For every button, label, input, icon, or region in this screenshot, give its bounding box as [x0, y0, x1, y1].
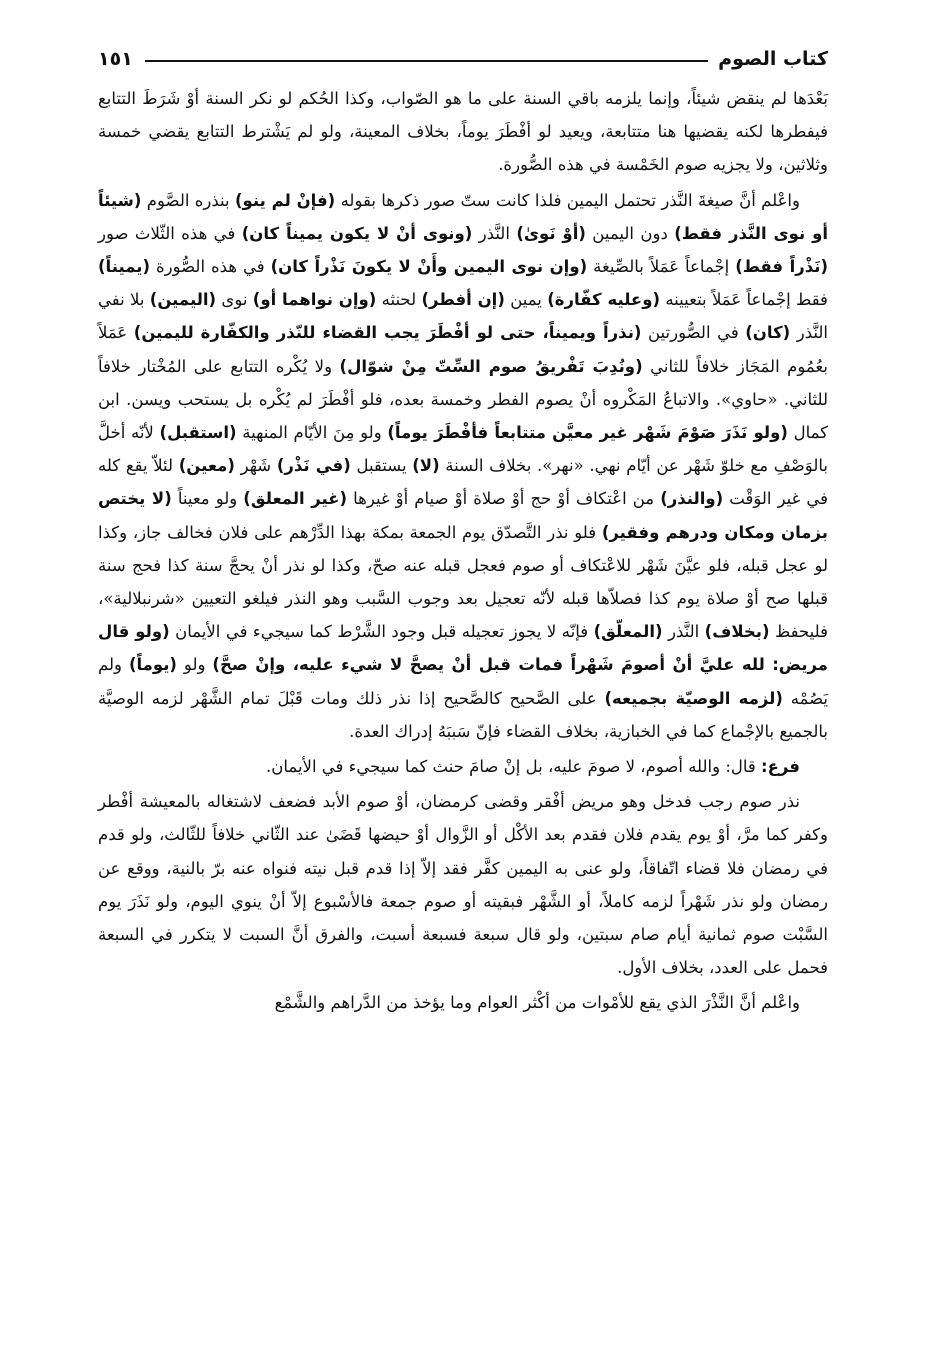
matn-text: (بخلاف) — [704, 622, 770, 642]
sharh-text: إجْماعاً عَمَلاً بالصِّيغة — [587, 257, 736, 277]
paragraph — [98, 184, 828, 748]
sharh-text: ولو — [176, 655, 213, 675]
sharh-text: لحنثه — [376, 290, 422, 310]
body-text — [98, 82, 828, 1020]
matn-text: (فإنْ لم ينو) — [234, 190, 336, 210]
matn-text: (يوماً) — [128, 655, 177, 675]
sharh-text: فقط إجْماعاً عَمَلاً بتعيينه — [660, 290, 828, 310]
matn-text: (ولو نَذَرَ صَوْمَ شَهْر غير معيَّن متتابعاً فأفْطَرَ يوماً) — [387, 423, 788, 443]
sharh-text: يستقبل — [350, 456, 413, 476]
sharh-text: في الصُّورتين — [641, 323, 746, 343]
sharh-text: فلو نذر التَّصدّق يوم الجمعة بمكة بهذا الدِّرْهم على فلان فخالف جاز، وكذا لو عجل قبله، فلو عيَّنَ شَهْر للاعْتكاف أو صوم فعجل قبله عنه صحّ، وكذا لو نذر أنْ يحجَّ سنة كذا فحج سنة قبلها صح أوْ صلاة يوم كذا فصلاّها قبله لأنّه تعجيل بعد وجوب السَّبب وهو النذر فيلغو التعيين «شرنبلالية»، فليحفظ — [98, 522, 828, 642]
matn-text: (لزمه الوصيّة بجميعه) — [604, 688, 783, 708]
sharh-text: بَعْدَها لم ينقض شيئاً، وإنما يلزمه باقي السنة على ما هو الصّواب، وكذا الحُكم لو نكر السنة أوْ شَرَطَ التتابع فيفطرها لكنه يقضيها هنا متتابعة، ويعيد لو أفْطَرَ يوماً، بخلاف المعينة، ولو لم يَشْترط التتابع يقضي خمسة وثلاثين، ولا يجزيه صوم الخَمْسة في هذه الصُّورة. — [98, 89, 828, 175]
running-title: كتاب الصوم — [718, 48, 828, 70]
matn-text: (المعلّق) — [593, 622, 663, 642]
sharh-text: قال: والله أصوم، لا صومَ عليه، بل إنْ صامَ حنث كما سيجيء في الأيمان. — [266, 757, 762, 777]
paragraph — [98, 986, 828, 1019]
matn-text: (إن أفطر) — [421, 290, 505, 310]
sharh-text: شَهْر — [234, 456, 277, 476]
matn-text: (كان) — [745, 323, 791, 343]
matn-text: (نَذْراً فقط) — [735, 257, 828, 277]
matn-text: (شيئاً أو نوى النَّذر فقط) — [98, 190, 828, 243]
matn-text: (في نَذْر) — [276, 456, 351, 476]
sharh-text: يمين — [504, 290, 548, 310]
matn-text: (استقبل) — [159, 423, 237, 443]
matn-text: (نذراً ويميناً، حتى لو أفْطَرَ يجب القضاء للنّذر والكفّارة لليمين) — [133, 323, 642, 343]
sharh-text: واعْلم أنَّ النَّذْرَ الذي يقع للأمْوات من أكْثر العوام وما يؤخذ من الدَّراهم والشَّمْع — [274, 993, 800, 1013]
matn-text: فرع: — [761, 757, 800, 777]
paragraph — [98, 785, 828, 984]
sharh-text: لئلاّ يقع كله في غير الوَقْت — [98, 456, 829, 509]
paragraph — [98, 82, 828, 182]
sharh-text: بلا نفي النَّذر — [98, 290, 828, 343]
page-number: ١٥١ — [98, 48, 133, 70]
sharh-text: عَمَلاً بعُمُوم المَجَاز خلافاً للثاني — [98, 323, 828, 376]
matn-text: (أوْ نَوىٰ) — [516, 223, 586, 243]
matn-text: (وعليه كفّارة) — [547, 290, 660, 310]
matn-text: (غير المعلق) — [243, 489, 348, 509]
header-rule — [145, 60, 708, 62]
sharh-text: دون اليمين — [585, 223, 675, 243]
matn-text: (يميناً) — [98, 257, 151, 277]
sharh-text: ولو معيناً — [171, 489, 244, 509]
sharh-text: النَّذر — [472, 223, 517, 243]
matn-text: (معين) — [178, 456, 235, 476]
sharh-text: في هذه الثّلاث صور — [98, 223, 242, 243]
matn-text: (ولو قال مريض: لله عليَّ أنْ أصومَ شَهْراً فمات قبل أنْ يصحَّ لا شيء عليه، وإنْ صحَّ) — [98, 622, 828, 675]
matn-text: (وإن نوى اليمين وأَنْ لا يكونَ نَذْراً كان) — [270, 257, 588, 277]
matn-text: (لا يختص بزمان ومكان ودرهم وفقير) — [98, 489, 828, 542]
sharh-text: النَّذر — [662, 622, 705, 642]
matn-text: (وإن نواهما أو) — [252, 290, 377, 310]
matn-text: (لا) — [412, 456, 440, 476]
matn-text: (ونوى أنْ لا يكون يميناً كان) — [241, 223, 473, 243]
sharh-text: ولم يَصُمْه — [98, 655, 829, 708]
matn-text: (والنذر) — [660, 489, 724, 509]
sharh-text: فإنّه لا يجوز تعجيله قبل وجود الشَّرْط كما سيجيء في الأيمان — [169, 622, 594, 642]
sharh-text: على الصَّحيح كالصَّحيح إذا نذر ذلك ومات قَبْلَ تمام الشَّهْر لزمه الوصيَّة بالجميع بالإجْماع كما في الخبازية، بخلاف القضاء فإنّ سَببَهُ إدراك العدة. — [98, 688, 828, 741]
sharh-text: نوى — [216, 290, 253, 310]
paragraph — [98, 750, 828, 783]
matn-text: (اليمين) — [149, 290, 217, 310]
sharh-text: في هذه الصُّورة — [150, 257, 271, 277]
sharh-text: نذر صوم رجب فدخل وهو مريض أفْقر وقضى كرمضان، أوْ صوم الأبد فضعف لاشتغاله بالمعيشة أفْطر وكفر كما مرَّ، أوْ يوم يقدم فلان فقدم بعد الأكْل أو الزَّوال أوْ حيضها قَضَىٰ عند الثّاني خلافاً للثّالث، ولو قدم في رمضان فلا قضاء اتّفاقاً، ولو عنى به اليمين كفَّر فقد إلاّ إذا قدم قبل نيته فنواه عنه برّ بالنية، ووقع عن رمضان ولو نذر شَهْراً لزمه كاملاً، أو الشَّهْر فبقيته أو صوم جمعة فالأسْبوع إلاّ أنْ ينوي اليوم، ولو نَذَرَ يوم السَّبْت صوم ثمانية أيام صام سبتين، ولو قال سبعة فسبعة أسبت، والفرق أنَّ السبت لا يتكرر في السبعة فحمل على العدد، بخلاف الأول. — [98, 792, 828, 978]
matn-text: (ونُدِبَ تَفْريقُ صوم السِّتّ مِنْ شوّال) — [339, 356, 643, 376]
page-header — [98, 42, 828, 76]
sharh-text: ولو مِنَ الأيّام المنهية — [236, 423, 388, 443]
sharh-text: واعْلم أنَّ صيغةَ النَّذر تحتمل اليمين فلذا كانت ستّ صور ذكرها بقوله — [335, 190, 800, 210]
sharh-text: بنذره الصَّوم — [141, 190, 235, 210]
sharh-text: لأنّه أخلَّ بالوَصْفِ مع خلوّ شَهْر عن أيّام نهي. «نهر». بخلاف السنة — [98, 423, 828, 476]
sharh-text: ولا يُكْره التتابع على المُخْتار خلافاً للثاني. «حاوي». والاتباعُ المَكْروه أنْ يصوم الفطر وخمسة بعده، فلو أفْطَرَ لم يُكْره بل يستحب ويسن. ابن كمال — [98, 356, 828, 443]
sharh-text: من اعْتكاف أوْ حج أوْ صلاة أوْ صيام أوْ غيرها — [347, 489, 661, 509]
